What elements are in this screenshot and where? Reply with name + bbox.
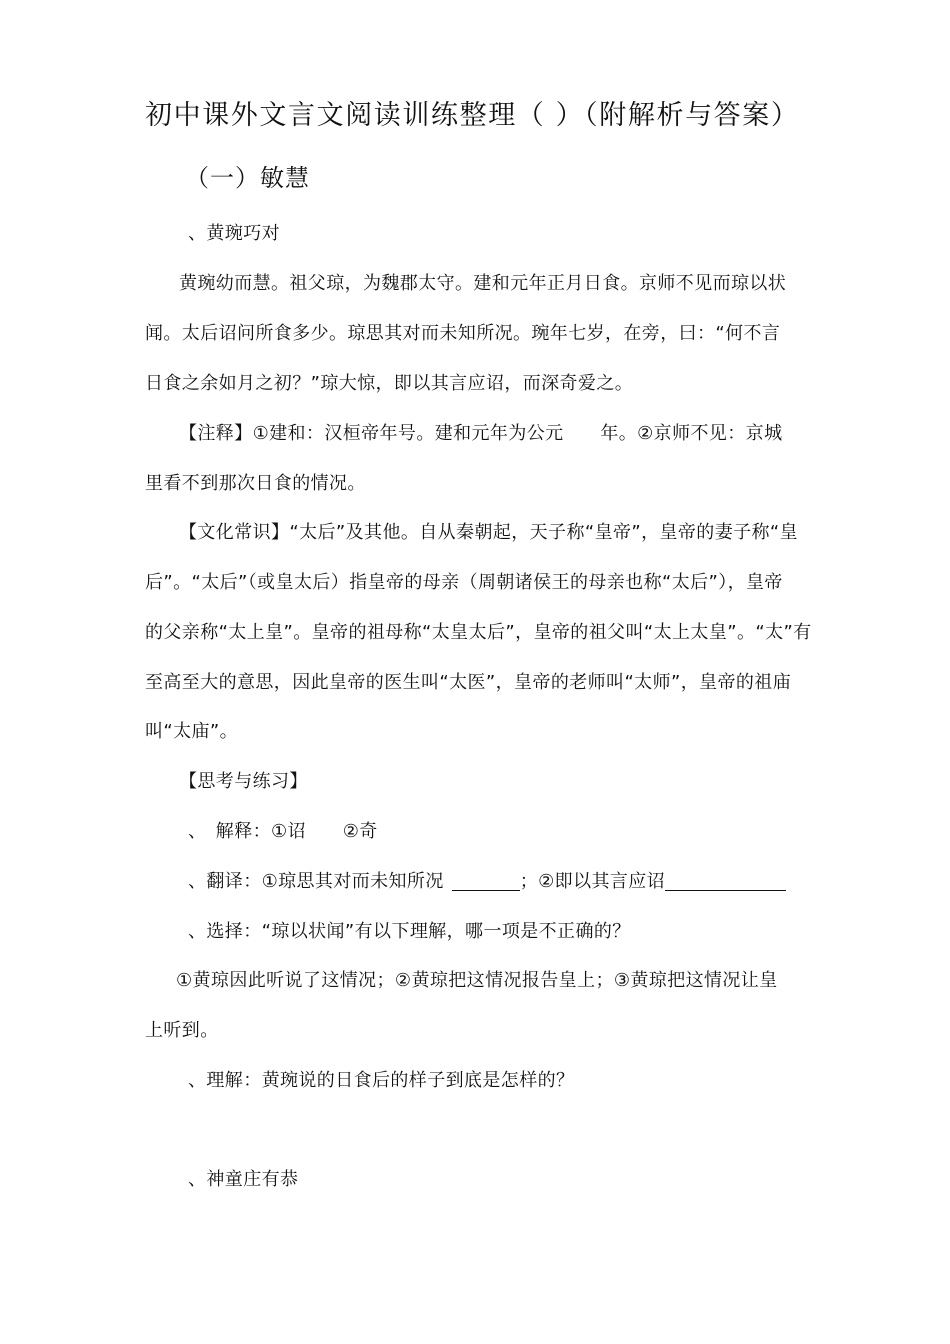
question-2 [188, 870, 786, 894]
culture-line: 的父亲称“太上皇”。皇帝的祖母称“太皇太后”，皇帝的祖父叫“太上太皇”。“太”有 [145, 622, 812, 643]
paragraph-line: 日食之余如月之初？”琼大惊，即以其言应诏，而深奇爱之。 [145, 373, 634, 394]
story-title: 、黄琬巧对 [188, 223, 280, 244]
question-3: 、选择：“琼以状闻”有以下理解，哪一项是不正确的？ [188, 921, 631, 942]
paragraph-line: 闻。太后诏问所食多少。琼思其对而未知所况。琬年七岁，在旁，曰：“何不言 [145, 323, 781, 344]
culture-line: 叫“太庙”。 [145, 721, 239, 742]
notes-line: 里看不到那次日食的情况。 [145, 473, 366, 494]
culture-line: 至高至大的意思，因此皇帝的医生叫“太医”，皇帝的老师叫“太师”，皇帝的祖庙 [145, 672, 792, 693]
notes-line: 【注释】①建和：汉桓帝年号。建和元年为公元 年。②京师不见：京城 [179, 423, 783, 444]
answer-blank[interactable] [452, 872, 520, 891]
question-2-part-b: ；②即以其言应诏 [519, 871, 666, 892]
exercise-heading: 【思考与练习】 [179, 771, 308, 792]
question-3-options: ①黄琼因此听说了这情况；②黄琼把这情况报告皇上；③黄琼把这情况让皇 [176, 970, 778, 991]
story-title: 、神童庄有恭 [188, 1169, 299, 1190]
culture-line: 【文化常识】“太后”及其他。自从秦朝起，天子称“皇帝”，皇帝的妻子称“皇 [179, 522, 799, 543]
culture-line: 后”。“太后”（或皇太后）指皇帝的母亲（周朝诸侯王的母亲也称“太后”），皇帝 [145, 572, 783, 593]
question-2-part-a: 、翻译：①琼思其对而未知所况 [188, 871, 444, 892]
question-3-options: 上听到。 [145, 1020, 219, 1041]
document-title: 初中课外文言文阅读训练整理（ ）（附解析与答案） [145, 100, 800, 131]
question-1: 、 解释：①诏 ②奇 [188, 821, 378, 842]
answer-blank[interactable] [665, 872, 786, 891]
question-4: 、理解：黄琬说的日食后的样子到底是怎样的？ [188, 1070, 575, 1091]
section-heading: （一）敏慧 [185, 164, 310, 192]
paragraph-line: 黄琬幼而慧。祖父琼，为魏郡太守。建和元年正月日食。京师不见而琼以状 [179, 273, 787, 294]
